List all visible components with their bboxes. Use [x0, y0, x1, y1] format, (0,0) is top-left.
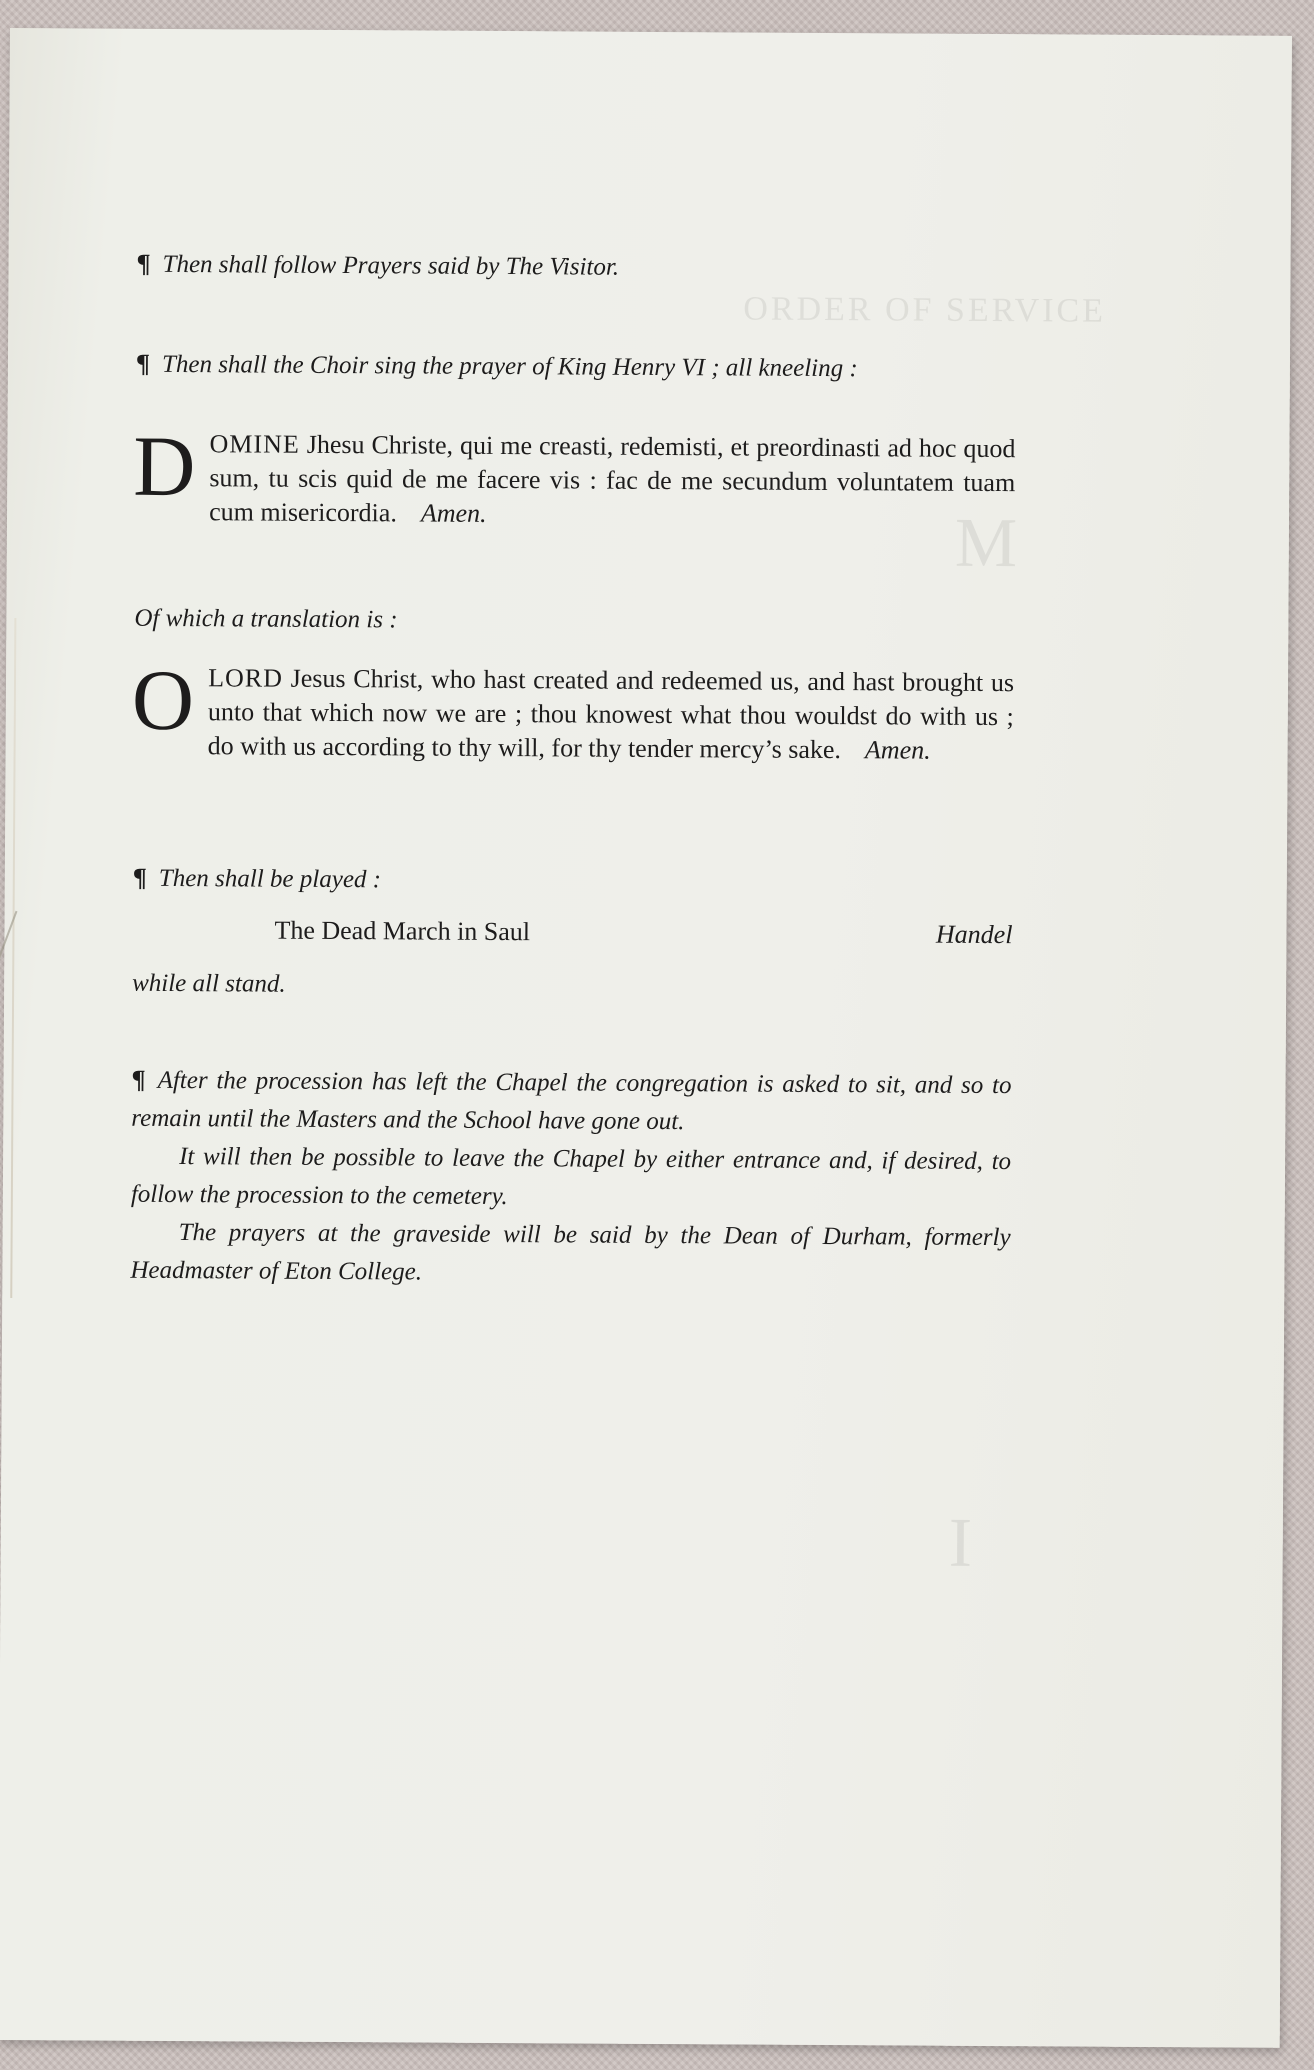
rubric-played	[133, 861, 1013, 901]
closing-paragraph-2: It will then be possible to leave the Chapel by either entrance and, if desired, to follow the procession to the cemetery.	[130, 1143, 1012, 1211]
pilcrow-mark: ¶	[135, 348, 151, 378]
rubric-played-text: Then shall be played :	[158, 864, 382, 894]
rubric-choir	[136, 347, 1016, 387]
closing-rubric	[130, 1061, 1011, 1295]
drop-cap: O	[131, 651, 195, 749]
rubric-prayers	[136, 247, 1016, 287]
latin-amen: Amen.	[420, 498, 487, 528]
pilcrow-mark: ¶	[136, 248, 151, 278]
show-through-initial: I	[948, 1504, 973, 1582]
translation-label: Of which a translation is :	[134, 604, 398, 634]
rubric-prayers-text: Then shall follow Prayers said by The Visitor.	[162, 250, 620, 281]
rubric-choir-text: Then shall the Choir sing the prayer of King Henry VI ; all kneeling :	[161, 350, 858, 383]
music-title: The Dead March in Saul	[274, 915, 531, 947]
latin-first-word: OMINE	[209, 429, 300, 459]
english-amen: Amen.	[864, 735, 931, 765]
latin-prayer-text: Jhesu Christe, qui me creasti, redemisti, et preordinasti ad hoc quod sum, tu scis quid de me facere vis : fac de me secundum voluntatem tuam cum misericordia.	[209, 429, 1016, 528]
pilcrow-mark: ¶	[131, 1064, 146, 1094]
pilcrow-mark: ¶	[132, 862, 147, 892]
drop-cap: D	[133, 417, 196, 515]
document-page	[0, 28, 1292, 2048]
music-composer: Handel	[935, 919, 1013, 950]
closing-paragraph-1	[131, 1061, 1011, 1143]
show-through-initial: M	[954, 504, 1018, 583]
english-first-word: LORD	[208, 663, 284, 693]
latin-prayer	[133, 417, 1016, 534]
music-entry	[133, 913, 1013, 950]
show-through-heading: ORDER OF SERVICE	[743, 290, 1107, 330]
closing-paragraph-3: The prayers at the graveside will be said by the Dean of Durham, formerly Headmaster of Eton College.	[130, 1219, 1011, 1286]
binding-thread	[0, 911, 38, 976]
music-instruction: while all stand.	[132, 969, 286, 998]
english-prayer	[131, 651, 1015, 768]
closing-text-1: After the procession has left the Chapel the congregation is asked to sit, and so to remain until the Masters and the School have gone out.	[131, 1066, 1012, 1136]
english-prayer-text: Jesus Christ, who hast created and redeemed us, and hast brought us unto that which now we are ; thou knowest what thou wouldst do with us ; do with us according to thy will, for thy tender mercy’s sake.	[207, 663, 1015, 765]
